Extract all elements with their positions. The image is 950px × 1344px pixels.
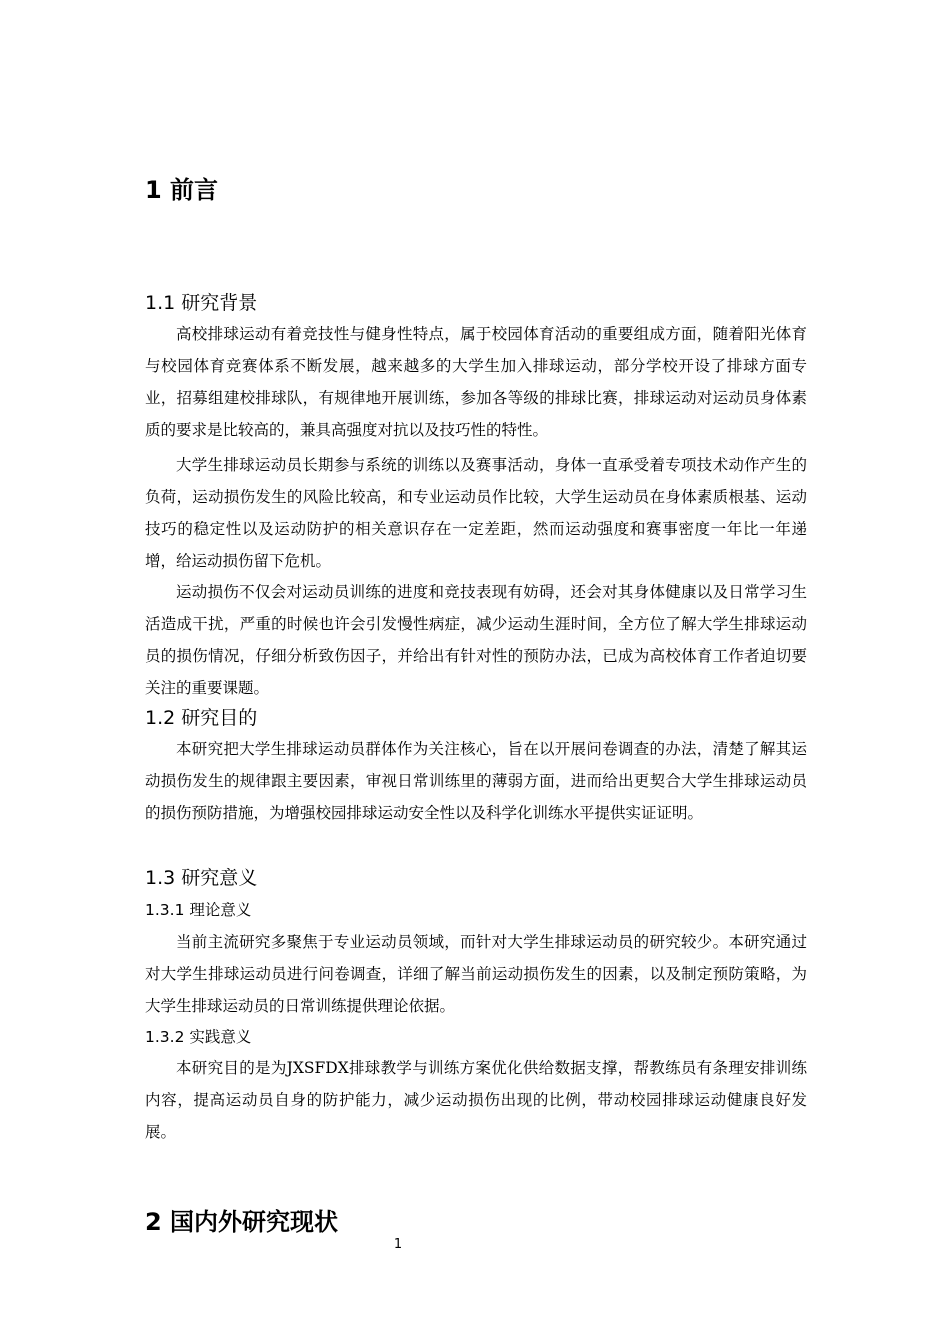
chapter-2-heading: 2 国内外研究现状 [145, 1208, 339, 1236]
purpose-paragraph: 本研究把大学生排球运动员群体作为关注核心，旨在以开展问卷调查的办法，清楚了解其运动损伤发生的规律跟主要因素，审视日常训练里的薄弱方面，进而给出更契合大学生排球运动员的损伤预防措施，为增强校园排球运动安全性以及科学化训练水平提供实证证明。 [145, 740, 807, 822]
background-paragraph-2: 大学生排球运动员长期参与系统的训练以及赛事活动，身体一直承受着专项技术动作产生的负荷，运动损伤发生的风险比较高，和专业运动员作比较，大学生运动员在身体素质根基、运动技巧的稳定性以及运动防护的相关意识存在一定差距，然而运动强度和赛事密度一年比一年递增，给运动损伤留下危机。 [145, 456, 807, 570]
background-paragraph-1: 高校排球运动有着竞技性与健身性特点，属于校园体育活动的重要组成方面，随着阳光体育与校园体育竞赛体系不断发展，越来越多的大学生加入排球运动，部分学校开设了排球方面专业，招募组建校排球队，有规律地开展训练，参加各等级的排球比赛，排球运动对运动员身体素质的要求是比较高的，兼具高强度对抗以及技巧性的特性。 [145, 325, 807, 439]
theory-paragraph: 当前主流研究多聚焦于专业运动员领域，而针对大学生排球运动员的研究较少。本研究通过对大学生排球运动员进行问卷调查，详细了解当前运动损伤发生的因素，以及制定预防策略，为大学生排球运动员的日常训练提供理论依据。 [145, 933, 807, 1015]
background-paragraph-3: 运动损伤不仅会对运动员训练的进度和竞技表现有妨碍，还会对其身体健康以及日常学习生活造成干扰，严重的时候也许会引发慢性病症，减少运动生涯时间，全方位了解大学生排球运动员的损伤情况，仔细分析致伤因子，并给出有针对性的预防办法，已成为高校体育工作者迫切要关注的重要课题。 [145, 583, 807, 697]
section-1-1-heading: 1.1 研究背景 [145, 292, 258, 314]
practice-paragraph: 本研究目的是为JXSFDX排球教学与训练方案优化供给数据支撑，帮教练员有条理安排训练内容，提高运动员自身的防护能力，减少运动损伤出现的比例，带动校园排球运动健康良好发展。 [145, 1059, 807, 1141]
section-1-3-1-heading: 1.3.1 理论意义 [145, 901, 252, 919]
section-1-3-heading: 1.3 研究意义 [145, 867, 258, 889]
section-1-2-heading: 1.2 研究目的 [145, 707, 258, 729]
section-1-3-2-heading: 1.3.2 实践意义 [145, 1028, 252, 1046]
chapter-1-heading: 1 前言 [145, 176, 219, 204]
page-number: 1 [393, 1237, 403, 1252]
